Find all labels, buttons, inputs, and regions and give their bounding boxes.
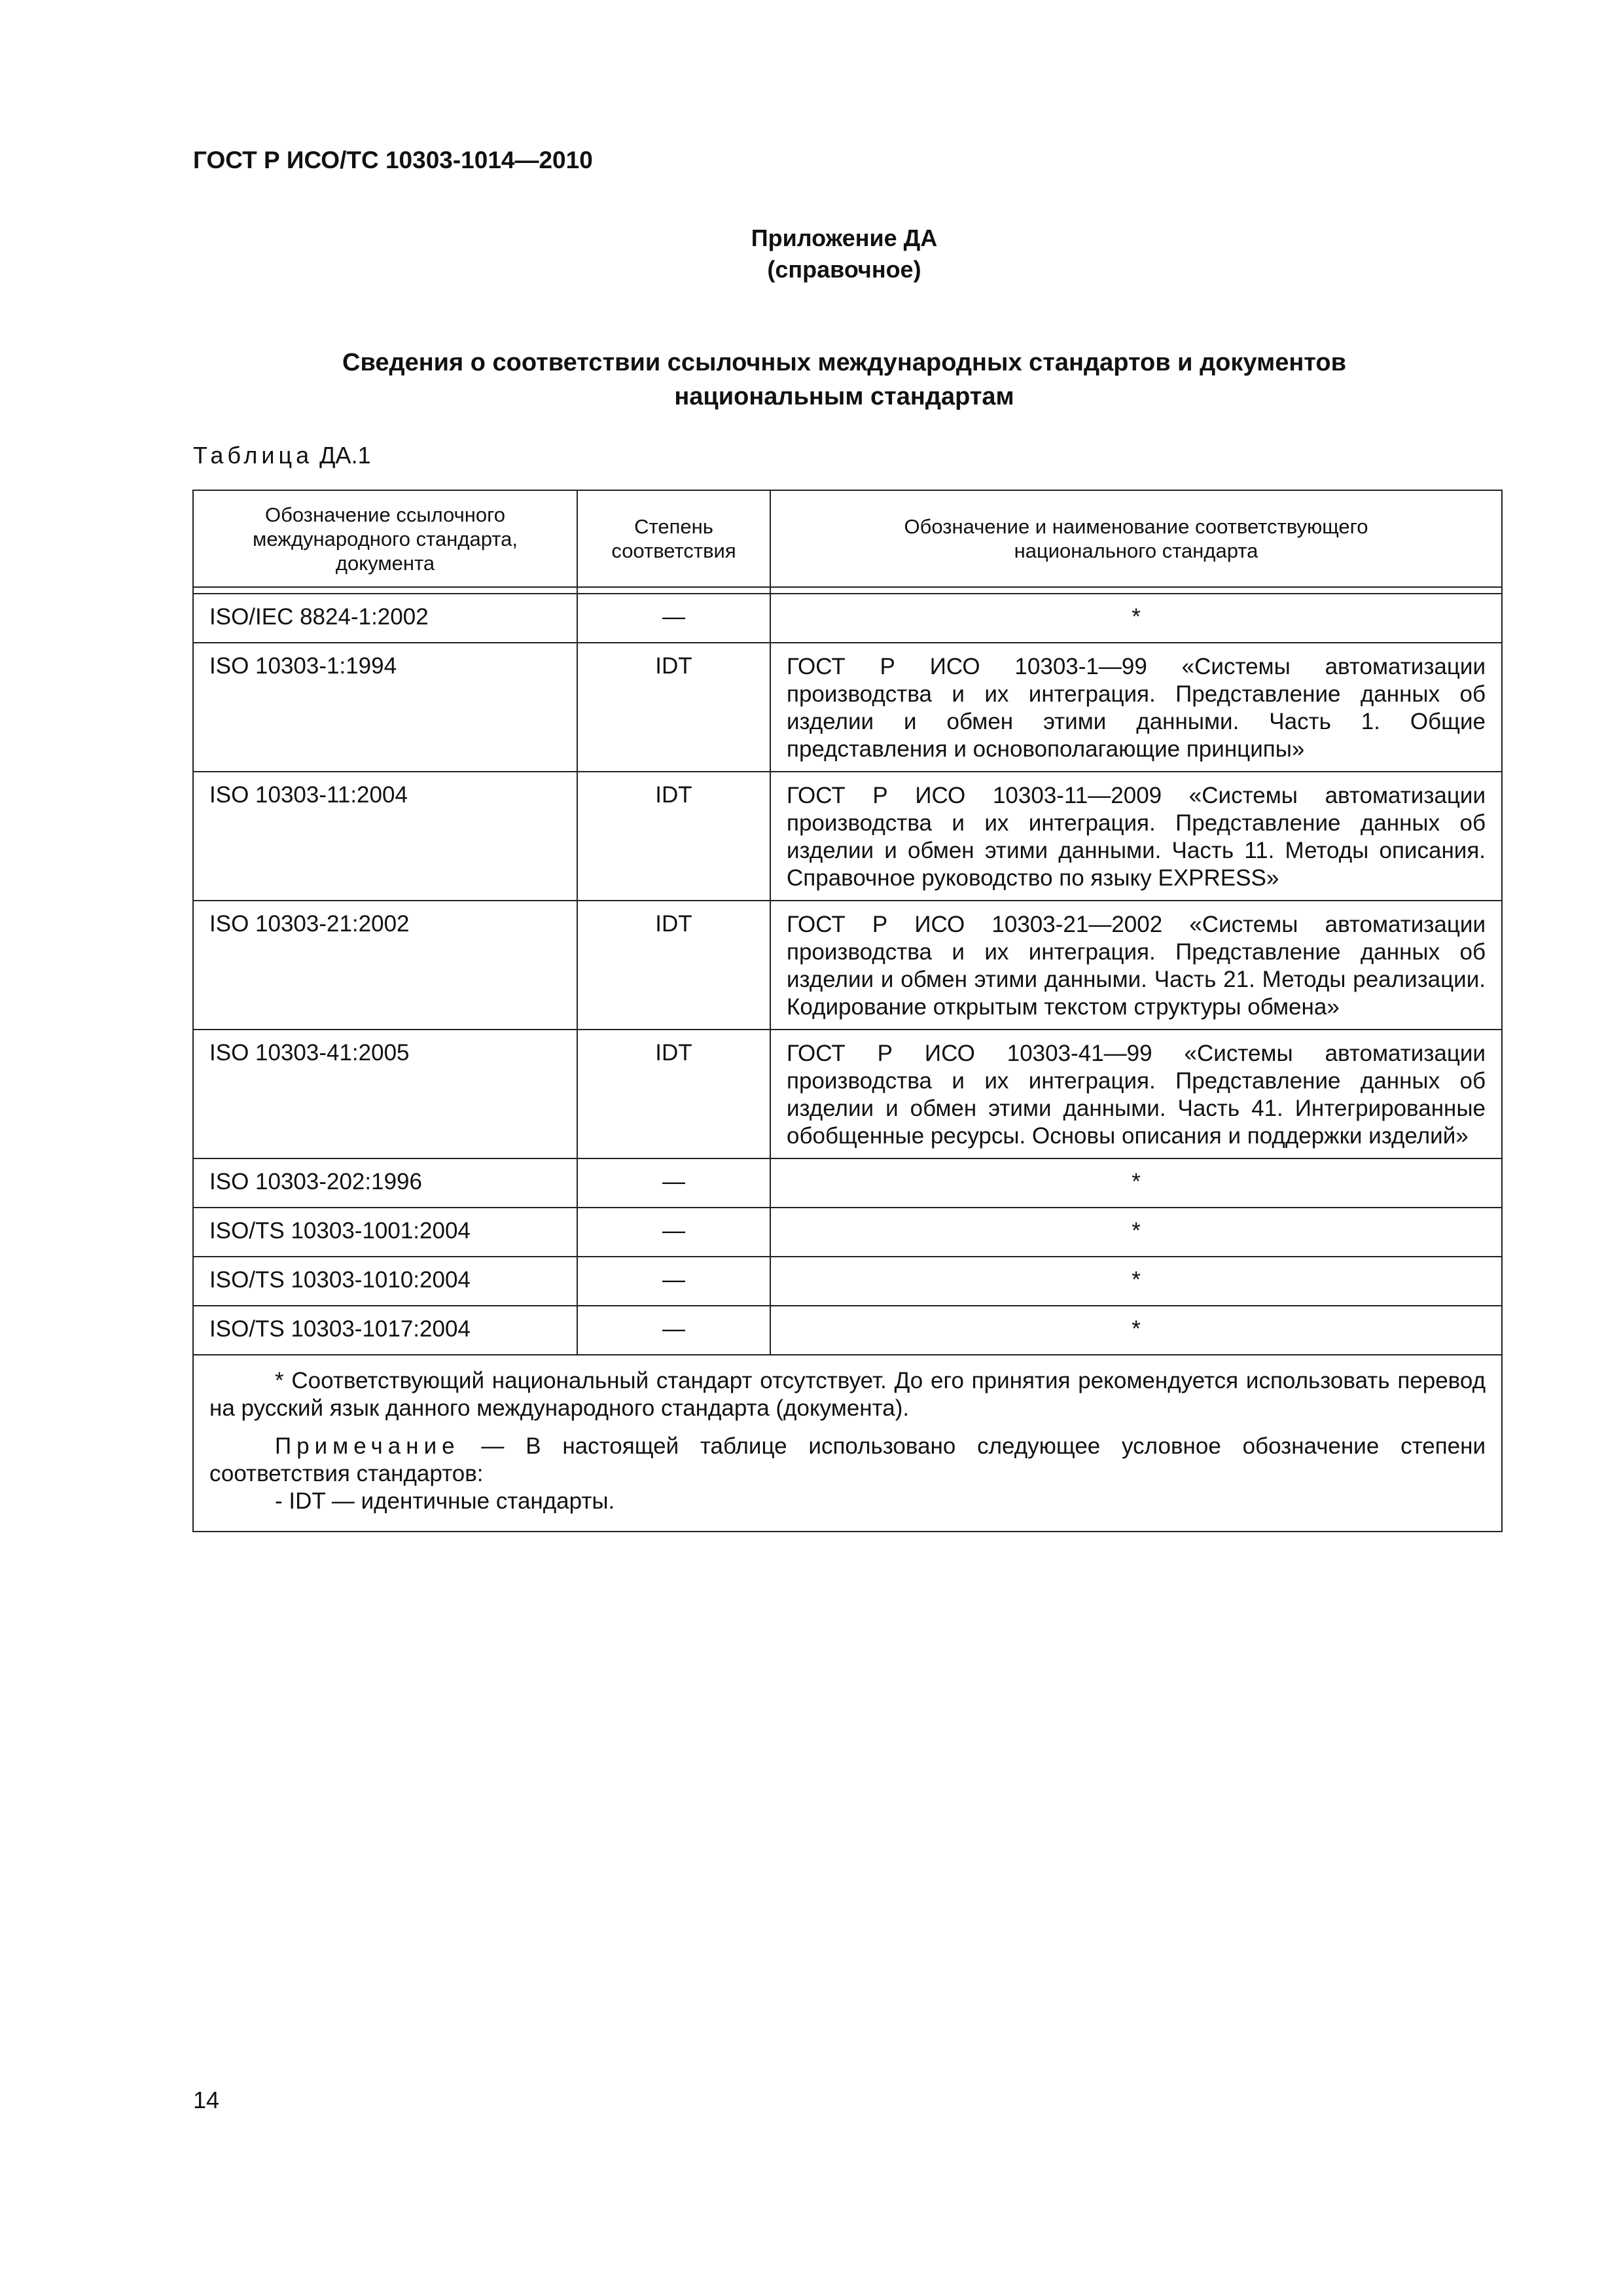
cell-reference: ISO 10303-41:2005 (193, 1030, 577, 1158)
table-footer-row (193, 1355, 1502, 1532)
table-row (193, 643, 1502, 772)
table-row (193, 1257, 1502, 1306)
cell-reference: ISO/TS 10303-1010:2004 (193, 1257, 577, 1306)
table-row (193, 594, 1502, 643)
section-title (0, 346, 1623, 414)
table-label (193, 442, 371, 469)
cell-degree: — (577, 1158, 770, 1208)
section-title-line-2: национальным стандартам (674, 383, 1014, 410)
footnote-text: * Соответствующий национальный стандарт отсутствует. До его принятия рекомендуется использовать перевод на русский язык данного международного стандарта (документа). (209, 1368, 1486, 1421)
note-label: Примечание (275, 1433, 460, 1459)
cell-reference: ISO 10303-11:2004 (193, 772, 577, 901)
header-reference-standard: Обозначение ссылочного международного стандарта, документа (193, 490, 577, 587)
cell-degree: IDT (577, 901, 770, 1030)
table-row (193, 901, 1502, 1030)
table-row (193, 1306, 1502, 1355)
note-text: — В настоящей таблице использовано следующее условное обозначение степени соответствия стандартов: (209, 1433, 1486, 1486)
cell-reference: ISO 10303-202:1996 (193, 1158, 577, 1208)
cell-reference: ISO 10303-21:2002 (193, 901, 577, 1030)
header-national-standard: Обозначение и наименование соответствующего национального стандарта (770, 490, 1502, 587)
header-degree: Степень соответствия (577, 490, 770, 587)
table-note (209, 1433, 1486, 1488)
cell-national: * (770, 1306, 1502, 1355)
document-code: ГОСТ Р ИСО/ТС 10303-1014—2010 (193, 147, 593, 173)
cell-reference: ISO 10303-1:1994 (193, 643, 577, 772)
cell-national: ГОСТ Р ИСО 10303-21—2002 «Системы автоматизации производства и их интеграция. Представление данных об изделии и обмен этими данными. Часть 21. Методы реализации. Кодирование открытым текстом структуры обмена» (770, 901, 1502, 1030)
table-header-row (193, 490, 1502, 587)
section-title-line-1: Сведения о соответствии ссылочных международных стандартов и документов (342, 349, 1346, 376)
annex-title: Приложение ДА (751, 224, 938, 251)
table-label-word: Таблица (193, 442, 313, 469)
page-number: 14 (193, 2087, 220, 2113)
cell-reference: ISO/TS 10303-1001:2004 (193, 1208, 577, 1257)
header-separator (193, 587, 1502, 594)
cell-national: * (770, 1158, 1502, 1208)
cell-degree: — (577, 1257, 770, 1306)
cell-national: * (770, 594, 1502, 643)
cell-national: * (770, 1208, 1502, 1257)
cell-degree: — (577, 1306, 770, 1355)
cell-degree: — (577, 594, 770, 643)
cell-reference: ISO/TS 10303-1017:2004 (193, 1306, 577, 1355)
cell-degree: IDT (577, 772, 770, 901)
cell-national: ГОСТ Р ИСО 10303-1—99 «Системы автоматизации производства и их интеграция. Представление данных об изделии и обмен этими данными. Часть 1. Общие представления и основополагающие принципы» (770, 643, 1502, 772)
table-row (193, 772, 1502, 901)
cell-reference: ISO/IEC 8824-1:2002 (193, 594, 577, 643)
note-list-item: - IDT — идентичные стандарты. (275, 1488, 615, 1514)
cell-national: * (770, 1257, 1502, 1306)
table-row (193, 1208, 1502, 1257)
table-row (193, 1158, 1502, 1208)
cell-national: ГОСТ Р ИСО 10303-11—2009 «Системы автоматизации производства и их интеграция. Представление данных об изделии и обмен этими данными. Часть 11. Методы описания. Справочное руководство по языку EXPRESS» (770, 772, 1502, 901)
cell-degree: IDT (577, 643, 770, 772)
annex-type: (справочное) (767, 256, 921, 283)
cell-degree: — (577, 1208, 770, 1257)
table-label-number: ДА.1 (319, 442, 371, 469)
cell-degree: IDT (577, 1030, 770, 1158)
correspondence-table (192, 490, 1503, 1532)
table-row (193, 1030, 1502, 1158)
annex-heading (0, 223, 1623, 285)
cell-national: ГОСТ Р ИСО 10303-41—99 «Системы автоматизации производства и их интеграция. Представление данных об изделии и обмен этими данными. Часть 41. Интегрированные обобщенные ресурсы. Основы описания и поддержки изделий» (770, 1030, 1502, 1158)
table-footnotes (193, 1355, 1502, 1532)
